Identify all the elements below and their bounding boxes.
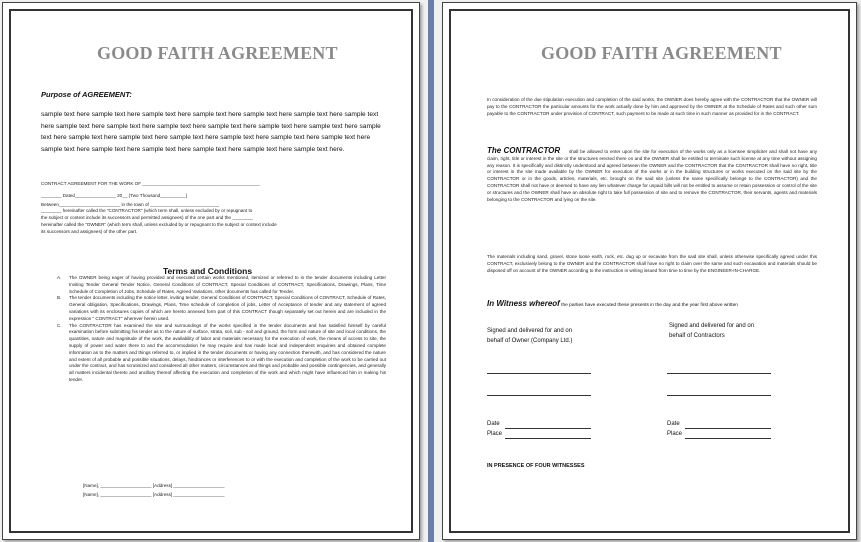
signature-line: [667, 373, 771, 374]
term-text: The OWNER being eager of having provided and executed certain works mentioned, itemized or referred to in the tender documents including Letter Inviting Tender General Tender Notice, General Conditions of CONTRACT, Special Conditions of CONTRACT, Specifications, Drawings, Plans, Time Schedule of Completion of Jobs, Schedule of Rates, Agreed Variations, other documents has called for Tender.: [69, 275, 386, 294]
purpose-sample-text: sample text here sample text here sample text here sample text here sample text here sample text here sample text here sample text here sample text here sample text here sample text here sample text here sample text here sample text here sample text here sample text here sample text here sample text here sample text here sample text here sample text here sample text here sample text here sample text here sample text here sample text here.: [41, 111, 381, 153]
owner-signature-caption: [487, 326, 572, 346]
contractor-signature-caption: [669, 321, 754, 341]
caption-line: behalf of Owner (Company Ltd.): [487, 338, 573, 344]
witness-heading: [487, 299, 738, 308]
signature-line: [487, 395, 591, 396]
page-divider: [428, 0, 434, 542]
term-text: The tender documents including the notice letter, inviting tender, General Conditions of CONTRACT, Special Conditions of CONTRACT, Schedule of Rates, General obligation, Specifications, Drawings, Plans, Time schedule of completion of jobs, Letter of Acceptance of tender and any statement of agreed variations with its enclosures copies of which are hereto annexed form part of this CONTRACT though separately set out herein and are included in the expression " CONTRACT" wherever herein used.: [69, 295, 386, 321]
owner-date-line: [505, 428, 591, 429]
contract-line: hereinafter called the "OWNER" (which term shall, unless excluded by or repugnant to the subject or context include: [41, 221, 277, 227]
contract-line: ________ hereinafter called the "CONTRACTOR" (which term shall, unless excluded by or repugnant to: [41, 208, 253, 214]
term-item: [53, 323, 386, 384]
contract-parties-block: [41, 181, 386, 236]
contract-line: the subject or context include its successors and permitted assignees) of the one part and the ________: [41, 215, 253, 221]
term-text: The CONTRACTOR has examined the site and surroundings of the works specified in the tender documents and has satisfied himself by careful examination before submitting his tender as to the nature of surface, strata, soil, sub - soil and ground, the form and nature of site and local conditions, the quantities, nature and magnitude of the work, the availability of labor and materials necessary for the execution of work, the means of access to site, the supply of power and water there to and the accommodation he may require and has made local and independent enquiries and obtained complete information as to the matters and things referred to, or implied in the tender documents or having any connection therewith, and has considered the nature and extent of all probable and possible situations, delays, hindrances or interferences to or with the execution and completion of the work to be carried out under the contract, and has scrutinized and considered all other matters, circumstances and things and probable and possible contingencies, and generally all matters incidental thereto and ancillary thereof affecting the execution and completion of the work and which might have influenced him in making his tender.: [69, 322, 386, 382]
term-item: [53, 295, 386, 322]
terms-list: [53, 275, 386, 384]
caption-line: Signed and delivered for and on: [669, 323, 755, 329]
purpose-heading: Purpose of AGREEMENT:: [41, 90, 132, 99]
caption-line: Signed and delivered for and on: [487, 328, 573, 334]
terms-heading: Terms and Conditions: [163, 266, 253, 276]
contractor-date-line: [685, 428, 771, 429]
agreement-page-2: [442, 2, 857, 540]
contractor-paragraph: shall be allowed to enter upon the site for execution of the works only as a licensee simpliciter and shall not have any claim, right, title or interest in the site or the structures erected there on and the OWNER shall be entitled to terminate such license at any time without assigning any reason. It is specifically and distinctly understood and agreed between the OWNER and the CONTRACTOR that the CONTRACTOR shall have no right, title or interest in the site made available by the OWNER for execution of the works or in the building structures or works executed on the said site by the CONTRACTOR or in the goods, articles, materials, etc. brought on the said site (unless the same specifically belongs to the CONTRACTOR) and the CONTRACTOR shall not have or deemed to have any lien whatever charge for unpaid bills will not be entitled to assume or retain possession or control of the site or structures and the OWNER shall have an absolute right to take full possession of site and to remove the CONTRACTOR, their servants, agents and materials belonging to the CONTRACTOR and lying on the site.: [487, 149, 817, 202]
contract-line: CONTRACT AGREEMENT FOR THE WORK OF ______________________________________________: [41, 181, 260, 186]
owner-date-label: Date: [487, 421, 500, 427]
name-address-block: [83, 483, 373, 499]
term-letter: C.: [57, 322, 62, 328]
contractor-place-label: Place: [667, 431, 683, 437]
page-title: GOOD FAITH AGREEMENT: [541, 43, 782, 63]
contractor-date-label: Date: [667, 421, 680, 427]
contract-line: Between________________________ in the town of ___________________________: [41, 201, 220, 207]
witness-heading-rest: the parties have executed these presents in the day and the year first above written: [559, 303, 738, 308]
term-letter: A.: [57, 275, 62, 280]
contractor-place-line: [685, 438, 771, 439]
witnesses-heading: IN PRESENCE OF FOUR WITNESSES: [487, 463, 585, 469]
signature-line: [487, 373, 591, 374]
page-title: GOOD FAITH AGREEMENT: [97, 43, 338, 63]
contract-line: its successors and assignees) of the other part.: [41, 228, 138, 234]
witness-heading-emphasis: In Witness whereof: [487, 299, 560, 308]
term-letter: B.: [57, 295, 62, 301]
name-address-line: [Name], ____________________ [Address] ____________________: [83, 491, 225, 497]
caption-line: behalf of Contractors: [669, 333, 725, 339]
contractor-heading: The CONTRACTOR: [487, 146, 561, 155]
owner-place-line: [505, 438, 591, 439]
contract-line: ________ Dated________________ 20__ (Two Thousand__________): [41, 192, 188, 198]
consideration-paragraph: In consideration of the due stipulation execution and completion of the said works, the OWNER does hereby agree with the CONTRACTOR that the OWNER will pay to the CONTRACTOR the particular amounts for the work actually done by him and approved by the OWNER at the Schedule of Rates and such other sum payable to the CONTRACTOR under provision of CONTRACT, such payment to be made at such time in such manner as provided for in the CONTRACT.: [487, 97, 817, 116]
signature-line: [667, 395, 771, 396]
owner-place-label: Place: [487, 431, 503, 437]
agreement-page-1: [2, 2, 420, 540]
materials-paragraph: The materials including sand, gravel, stone loose earth, rock, etc. dug up or excavate from the said site shall, unless otherwise specifically agreed under this CONTRACT, exclusively belong to the OWNER and the CONTRACTOR shall have no right to claim over the same and such excavation and materials should be disposed off on account of the OWNER according to the instruction in writing issued from time to time by the ENGINEER-IN-CHARGE.: [487, 254, 817, 273]
term-item: [53, 275, 386, 295]
name-address-line: [Name], ____________________ [Address] ____________________: [83, 483, 225, 488]
